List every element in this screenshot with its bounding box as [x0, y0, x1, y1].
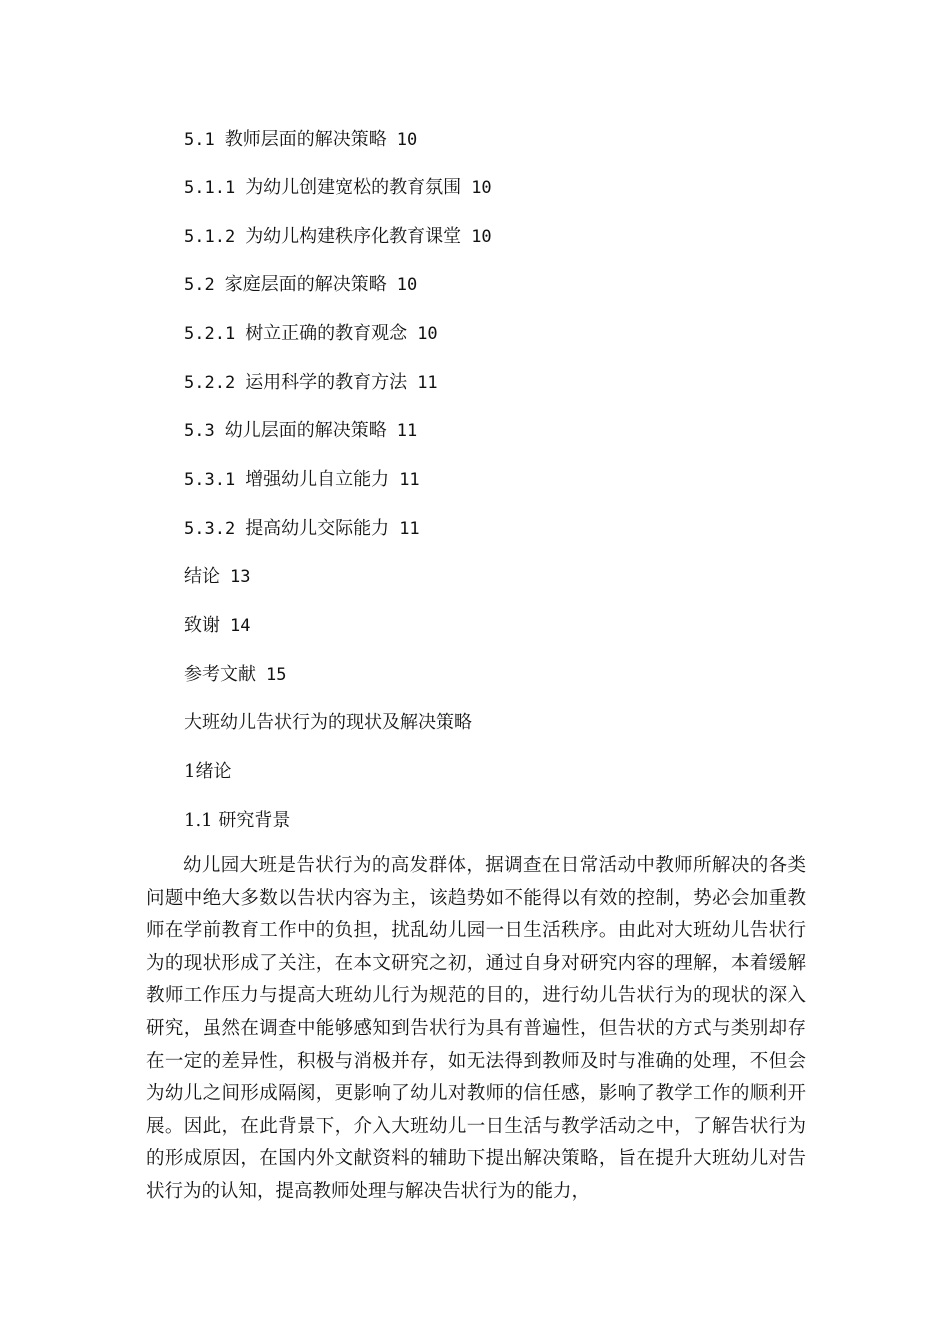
toc-entry	[184, 565, 250, 589]
toc-entry-title: 参考文献	[184, 664, 256, 685]
toc-entry	[184, 225, 492, 249]
toc-entry-title: 为幼儿构建秩序化教育课堂	[245, 226, 462, 247]
toc-entry-number: 5.3	[184, 421, 215, 441]
body-paragraph: 幼儿园大班是告状行为的高发群体，据调查在日常活动中教师所解决的各类问题中绝大多数以告状内容为主，该趋势如不能得以有效的控制，势必会加重教师在学前教育工作中的负担，扰乱幼儿园一日生活秩序。由此对大班幼儿告状行为的现状形成了关注，在本文研究之初，通过自身对研究内容的理解，本着缓解教师工作压力与提高大班幼儿行为规范的目的，进行幼儿告状行为的现状的深入研究，虽然在调查中能够感知到告状行为具有普遍性，但告状的方式与类别却存在一定的差异性，积极与消极并存，如无法得到教师及时与准确的处理，不但会为幼儿之间形成隔阂，更影响了幼儿对教师的信任感，影响了教学工作的顺利开展。因此，在此背景下，介入大班幼儿一日生活与教学活动之中，了解告状行为的形成原因，在国内外文献资料的辅助下提出解决策略，旨在提升大班幼儿对告状行为的认知，提高教师处理与解决告状行为的能力，	[146, 855, 806, 1202]
toc-entry-title: 增强幼儿自立能力	[245, 469, 390, 490]
toc-entry	[184, 322, 438, 346]
toc-entry-page: 10	[396, 275, 418, 295]
toc-entry-number: 5.3.2	[184, 519, 236, 539]
toc-entry	[184, 419, 417, 443]
toc-entry-number: 5.1	[184, 130, 215, 150]
toc-entry-title: 树立正确的教育观念	[245, 323, 408, 344]
toc-entry-number: 5.2	[184, 275, 215, 295]
toc-entry	[184, 128, 417, 152]
toc-entry-number: 5.1.1	[184, 178, 236, 198]
toc-entry-title: 提高幼儿交际能力	[245, 518, 390, 539]
toc-entry-page: 11	[417, 373, 438, 393]
toc-entry-page: 10	[396, 130, 418, 150]
toc-entry-page: 10	[471, 227, 492, 247]
toc-entry-number: 5.1.2	[184, 227, 236, 247]
toc-entry-number: 5.3.1	[184, 470, 236, 490]
toc-entry-title: 家庭层面的解决策略	[224, 274, 387, 295]
toc-entry-number: 5.2.2	[184, 373, 236, 393]
toc-entry-title: 结论	[184, 566, 220, 587]
toc-entry-page: 13	[230, 567, 251, 587]
document-title: 大班幼儿告状行为的现状及解决策略	[184, 712, 472, 733]
toc-entry	[184, 371, 438, 395]
toc-entry-page: 11	[399, 470, 420, 490]
toc-entry-number: 5.2.1	[184, 324, 236, 344]
toc-entry	[184, 468, 420, 492]
toc-entry-title: 教师层面的解决策略	[224, 129, 387, 150]
toc-entry-page: 11	[396, 421, 418, 441]
toc-entry	[184, 663, 286, 687]
toc-entry-page: 10	[417, 324, 438, 344]
toc-entry	[184, 517, 420, 541]
toc-entry-page: 15	[266, 665, 287, 685]
toc-entry-page: 14	[230, 616, 251, 636]
chapter-heading: 1绪论	[184, 761, 232, 782]
toc-entry-title: 致谢	[184, 615, 220, 636]
toc-entry-page: 10	[471, 178, 492, 198]
toc-entry-title: 为幼儿创建宽松的教育氛围	[245, 177, 462, 198]
toc-entry	[184, 176, 492, 200]
toc-entry-title: 运用科学的教育方法	[245, 372, 408, 393]
toc-entry	[184, 273, 417, 297]
toc-entry-page: 11	[399, 519, 420, 539]
toc-entry-title: 幼儿层面的解决策略	[224, 420, 387, 441]
section-heading: 1.1 研究背景	[184, 810, 291, 831]
toc-entry	[184, 614, 250, 638]
